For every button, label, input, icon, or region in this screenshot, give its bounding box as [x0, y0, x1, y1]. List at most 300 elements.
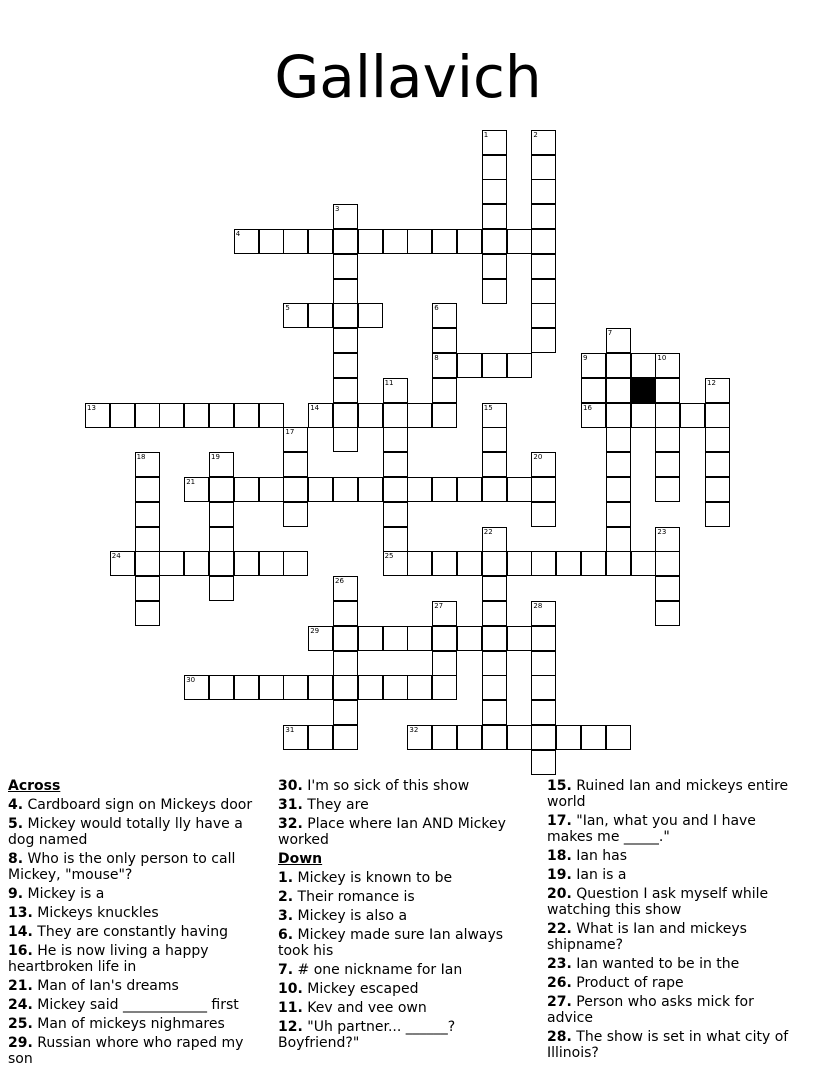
- grid-cell[interactable]: [432, 229, 457, 254]
- clue-number: 5.: [8, 816, 24, 832]
- grid-cell[interactable]: [283, 675, 308, 700]
- grid-cell[interactable]: [482, 675, 507, 700]
- grid-cell[interactable]: [333, 403, 358, 428]
- grid-cell[interactable]: [333, 303, 358, 328]
- grid-cell[interactable]: [606, 452, 631, 477]
- grid-cell[interactable]: [655, 551, 680, 576]
- grid-cell[interactable]: [110, 403, 135, 428]
- clue-text: Russian whore who raped my son: [8, 1035, 244, 1067]
- grid-cell[interactable]: [531, 700, 556, 725]
- clue-number: 10.: [278, 981, 303, 997]
- clue-number: 32.: [278, 816, 303, 832]
- clue-number: 7.: [278, 962, 294, 978]
- clue-text: Question I ask myself while watching this show: [547, 886, 769, 918]
- grid-cell[interactable]: [209, 551, 234, 576]
- grid-cell[interactable]: [383, 675, 408, 700]
- grid-cell[interactable]: [606, 502, 631, 527]
- cell-number: 9: [583, 354, 588, 362]
- clue: [547, 956, 799, 972]
- grid-cell[interactable]: [655, 403, 680, 428]
- grid-cell[interactable]: [407, 403, 432, 428]
- grid-cell[interactable]: [655, 427, 680, 452]
- clue: [278, 908, 530, 924]
- grid-cell[interactable]: [482, 477, 507, 502]
- cell-number: 16: [583, 403, 592, 412]
- grid-cell[interactable]: [283, 303, 308, 328]
- grid-cell[interactable]: [333, 477, 358, 502]
- grid-cell[interactable]: [482, 551, 507, 576]
- grid-cell[interactable]: [283, 229, 308, 254]
- clue: [8, 905, 260, 921]
- grid-cell[interactable]: [184, 551, 209, 576]
- clue-number: 12.: [278, 1019, 303, 1035]
- grid-cell[interactable]: [383, 626, 408, 651]
- grid-cell[interactable]: [259, 229, 284, 254]
- grid-cell[interactable]: [432, 353, 457, 378]
- grid-cell[interactable]: [457, 477, 482, 502]
- grid-cell[interactable]: [531, 601, 556, 626]
- grid-cell[interactable]: [209, 675, 234, 700]
- grid-cell[interactable]: [407, 551, 432, 576]
- grid-cell[interactable]: [531, 303, 556, 328]
- clue-number: 11.: [278, 1000, 303, 1016]
- cell-number: 6: [434, 304, 439, 313]
- grid-cell[interactable]: [333, 601, 358, 626]
- grid-cell[interactable]: [482, 700, 507, 725]
- grid-cell[interactable]: [333, 427, 358, 452]
- grid-cell[interactable]: [407, 725, 432, 750]
- grid-cell[interactable]: [655, 576, 680, 601]
- grid-cell[interactable]: [606, 378, 631, 403]
- grid-cell[interactable]: [556, 725, 581, 750]
- grid-cell[interactable]: [184, 675, 209, 700]
- grid-cell[interactable]: [432, 551, 457, 576]
- grid-cell[interactable]: [457, 725, 482, 750]
- clue-text: They are: [302, 797, 369, 813]
- grid-cell[interactable]: [531, 155, 556, 180]
- clue: [547, 994, 799, 1026]
- cell-number: 19: [211, 453, 220, 462]
- grid-cell[interactable]: [531, 675, 556, 700]
- cell-number: 20: [533, 453, 543, 462]
- grid-cell[interactable]: [482, 576, 507, 601]
- grid-cell[interactable]: [655, 452, 680, 477]
- grid-cell[interactable]: [308, 725, 333, 750]
- grid-cell[interactable]: [259, 551, 284, 576]
- clue: [8, 886, 260, 902]
- grid-cell[interactable]: [283, 725, 308, 750]
- grid-cell[interactable]: [531, 254, 556, 279]
- grid-cell[interactable]: [383, 502, 408, 527]
- grid-cell[interactable]: [531, 477, 556, 502]
- grid-cell[interactable]: [209, 576, 234, 601]
- grid-cell[interactable]: [333, 378, 358, 403]
- clue-text: Mickey made sure Ian always took his: [278, 927, 504, 959]
- grid-cell[interactable]: [234, 477, 259, 502]
- grid-cell[interactable]: [531, 328, 556, 353]
- grid-cell[interactable]: [234, 675, 259, 700]
- grid-cell[interactable]: [333, 725, 358, 750]
- grid-cell[interactable]: [358, 403, 383, 428]
- grid-cell[interactable]: [159, 403, 184, 428]
- grid-cell[interactable]: [159, 551, 184, 576]
- grid-cell[interactable]: [581, 725, 606, 750]
- grid-cell[interactable]: [259, 675, 284, 700]
- clue-text: I'm so sick of this show: [302, 778, 470, 794]
- cell-number: 24: [111, 552, 121, 561]
- grid-cell[interactable]: [606, 527, 631, 552]
- clue-text: Mickeys knuckles: [32, 905, 159, 921]
- grid-cell[interactable]: [358, 229, 383, 254]
- grid-cell[interactable]: [457, 626, 482, 651]
- grid-cell[interactable]: [482, 130, 507, 155]
- clue-number: 23.: [547, 956, 572, 972]
- grid-cell[interactable]: [531, 279, 556, 304]
- grid-cell[interactable]: [531, 725, 556, 750]
- grid-cell[interactable]: [531, 452, 556, 477]
- grid-cell[interactable]: [432, 675, 457, 700]
- grid-cell[interactable]: [110, 551, 135, 576]
- clue: [8, 797, 260, 813]
- clue-text: # one nickname for Ian: [293, 962, 463, 978]
- grid-cell[interactable]: [482, 204, 507, 229]
- clue: [278, 797, 530, 813]
- clue-column-2: [278, 778, 530, 1054]
- clue-text: Their romance is: [293, 889, 415, 905]
- clue-text: "Ian, what you and I have makes me _____.": [547, 813, 756, 845]
- grid-cell[interactable]: [432, 601, 457, 626]
- grid-cell[interactable]: [333, 651, 358, 676]
- grid-cell[interactable]: [507, 626, 532, 651]
- cell-number: 18: [136, 453, 146, 462]
- cell-number: 27: [434, 602, 444, 610]
- grid-cell[interactable]: [482, 452, 507, 477]
- grid-cell[interactable]: [383, 403, 408, 428]
- grid-cell[interactable]: [531, 502, 556, 527]
- grid-cell[interactable]: [482, 353, 507, 378]
- grid-cell[interactable]: [432, 651, 457, 676]
- grid-cell[interactable]: [705, 427, 730, 452]
- grid-cell[interactable]: [283, 452, 308, 477]
- grid-cell[interactable]: [531, 179, 556, 204]
- clue-number: 15.: [547, 778, 572, 794]
- grid-cell[interactable]: [234, 229, 259, 254]
- grid-cell[interactable]: [308, 303, 333, 328]
- grid-cell[interactable]: [432, 303, 457, 328]
- grid-cell[interactable]: [531, 626, 556, 651]
- grid-cell[interactable]: [383, 551, 408, 576]
- clue: [278, 1019, 530, 1051]
- grid-cell[interactable]: [606, 403, 631, 428]
- grid-cell[interactable]: [333, 328, 358, 353]
- grid-cell[interactable]: [581, 378, 606, 403]
- grid-cell[interactable]: [482, 626, 507, 651]
- grid-cell[interactable]: [383, 452, 408, 477]
- clue-number: 25.: [8, 1016, 33, 1032]
- clue-number: 16.: [8, 943, 33, 959]
- grid-cell[interactable]: [531, 651, 556, 676]
- grid-cell[interactable]: [432, 725, 457, 750]
- grid-cell[interactable]: [631, 403, 656, 428]
- grid-cell[interactable]: [135, 576, 160, 601]
- grid-cell[interactable]: [407, 675, 432, 700]
- cell-number: 29: [310, 626, 320, 635]
- grid-cell[interactable]: [432, 403, 457, 428]
- clue-text: Ian is a: [571, 867, 627, 883]
- grid-cell[interactable]: [234, 551, 259, 576]
- grid-cell[interactable]: [531, 551, 556, 576]
- clue-number: 24.: [8, 997, 33, 1013]
- grid-cell[interactable]: [482, 651, 507, 676]
- grid-cell[interactable]: [457, 551, 482, 576]
- grid-cell[interactable]: [308, 626, 333, 651]
- grid-cell[interactable]: [383, 427, 408, 452]
- clue: [547, 886, 799, 918]
- grid-cell[interactable]: [135, 477, 160, 502]
- clue-number: 9.: [8, 886, 24, 902]
- grid-cell[interactable]: [333, 279, 358, 304]
- clue: [278, 778, 530, 794]
- grid-cell[interactable]: [135, 502, 160, 527]
- grid-cell[interactable]: [482, 403, 507, 428]
- clue-text: Man of mickeys nighmares: [32, 1016, 225, 1032]
- clue-number: 4.: [8, 797, 24, 813]
- grid-cell[interactable]: [432, 477, 457, 502]
- clue: [278, 870, 530, 886]
- clue-text: Mickey would totally lly have a dog named: [8, 816, 243, 848]
- grid-cell[interactable]: [655, 353, 680, 378]
- grid-cell[interactable]: [482, 527, 507, 552]
- grid-cell[interactable]: [482, 155, 507, 180]
- cell-number: 8: [434, 354, 439, 362]
- grid-cell[interactable]: [482, 601, 507, 626]
- grid-cell[interactable]: [209, 477, 234, 502]
- grid-cell[interactable]: [135, 601, 160, 626]
- grid-cell[interactable]: [333, 576, 358, 601]
- clue-number: 30.: [278, 778, 303, 794]
- grid-cell[interactable]: [308, 675, 333, 700]
- grid-cell[interactable]: [259, 403, 284, 428]
- grid-cell[interactable]: [531, 750, 556, 775]
- grid-cell[interactable]: [358, 626, 383, 651]
- grid-cell[interactable]: [631, 551, 656, 576]
- clue: [8, 924, 260, 940]
- grid-cell[interactable]: [482, 229, 507, 254]
- clue: [278, 1000, 530, 1016]
- clue-text: They are constantly having: [32, 924, 228, 940]
- clue: [547, 867, 799, 883]
- clue: [278, 962, 530, 978]
- grid-cell[interactable]: [209, 452, 234, 477]
- grid-cell[interactable]: [581, 353, 606, 378]
- grid-cell[interactable]: [631, 353, 656, 378]
- grid-cell[interactable]: [606, 725, 631, 750]
- grid-cell[interactable]: [680, 403, 705, 428]
- clue: [278, 816, 530, 848]
- grid-cell[interactable]: [432, 328, 457, 353]
- grid-cell[interactable]: [358, 675, 383, 700]
- grid-cell[interactable]: [655, 477, 680, 502]
- cell-number: 13: [87, 403, 96, 412]
- grid-cell[interactable]: [333, 675, 358, 700]
- grid-cell[interactable]: [135, 527, 160, 552]
- cell-number: 11: [384, 378, 394, 387]
- clue: [8, 1035, 260, 1067]
- grid-cell[interactable]: [308, 229, 333, 254]
- grid-cell[interactable]: [531, 229, 556, 254]
- grid-cell[interactable]: [457, 353, 482, 378]
- cell-number: 15: [483, 403, 493, 412]
- grid-cell[interactable]: [655, 378, 680, 403]
- clue-number: 13.: [8, 905, 33, 921]
- grid-cell[interactable]: [507, 229, 532, 254]
- grid-cell[interactable]: [606, 353, 631, 378]
- grid-cell[interactable]: [606, 328, 631, 353]
- clue-column-3: [547, 778, 799, 1064]
- cell-number: 31: [285, 726, 295, 734]
- clue-number: 14.: [8, 924, 33, 940]
- grid-cell[interactable]: [507, 725, 532, 750]
- grid-cell[interactable]: [383, 527, 408, 552]
- grid-cell[interactable]: [358, 303, 383, 328]
- cell-number: 32: [409, 726, 419, 734]
- grid-cell[interactable]: [283, 477, 308, 502]
- grid-cell[interactable]: [333, 229, 358, 254]
- grid-cell[interactable]: [259, 477, 284, 502]
- clue-number: 27.: [547, 994, 572, 1010]
- grid-cell[interactable]: [308, 477, 333, 502]
- grid-cell[interactable]: [655, 601, 680, 626]
- grid-cell[interactable]: [283, 502, 308, 527]
- clue-number: 18.: [547, 848, 572, 864]
- grid-cell[interactable]: [283, 551, 308, 576]
- grid-block: [631, 378, 656, 403]
- clue-number: 31.: [278, 797, 303, 813]
- cell-number: 22: [483, 527, 493, 536]
- clue-column-1: [8, 778, 260, 1070]
- cell-number: 2: [533, 130, 538, 139]
- clue-text: Ruined Ian and mickeys entire world: [547, 778, 789, 810]
- cell-number: 4: [235, 230, 241, 238]
- grid-cell[interactable]: [482, 725, 507, 750]
- grid-cell[interactable]: [184, 477, 209, 502]
- clue-number: 22.: [547, 921, 572, 937]
- grid-cell[interactable]: [482, 179, 507, 204]
- grid-cell[interactable]: [507, 477, 532, 502]
- grid-cell[interactable]: [209, 527, 234, 552]
- grid-cell[interactable]: [407, 229, 432, 254]
- clue-text: He is now living a happy heartbroken life in: [8, 943, 209, 975]
- grid-cell[interactable]: [705, 452, 730, 477]
- grid-cell[interactable]: [333, 700, 358, 725]
- grid-cell[interactable]: [358, 477, 383, 502]
- grid-cell[interactable]: [705, 502, 730, 527]
- grid-cell[interactable]: [507, 353, 532, 378]
- grid-cell[interactable]: [234, 403, 259, 428]
- clue-text: "Uh partner... ______? Boyfriend?": [278, 1019, 456, 1051]
- grid-cell[interactable]: [407, 626, 432, 651]
- clue: [278, 927, 530, 959]
- cell-number: 5: [285, 304, 290, 313]
- clue-text: Ian has: [571, 848, 628, 864]
- clue: [547, 921, 799, 953]
- clue: [547, 1029, 799, 1061]
- grid-cell[interactable]: [705, 378, 730, 403]
- clue-text: Man of Ian's dreams: [32, 978, 179, 994]
- grid-cell[interactable]: [333, 626, 358, 651]
- grid-cell[interactable]: [556, 551, 581, 576]
- clue-number: 28.: [547, 1029, 572, 1045]
- cell-number: 12: [707, 378, 716, 387]
- clue: [547, 975, 799, 991]
- puzzle-title: Gallavich: [274, 43, 542, 111]
- grid-cell[interactable]: [383, 229, 408, 254]
- clue: [547, 778, 799, 810]
- clue-text: Mickey is a: [23, 886, 105, 902]
- cell-number: 23: [657, 527, 667, 536]
- grid-cell[interactable]: [184, 403, 209, 428]
- grid-cell[interactable]: [655, 527, 680, 552]
- grid-cell[interactable]: [333, 204, 358, 229]
- grid-cell[interactable]: [209, 403, 234, 428]
- grid-cell[interactable]: [606, 427, 631, 452]
- grid-cell[interactable]: [507, 551, 532, 576]
- clue-text: Cardboard sign on Mickeys door: [23, 797, 253, 813]
- grid-cell[interactable]: [705, 403, 730, 428]
- clue: [8, 851, 260, 883]
- grid-cell[interactable]: [606, 477, 631, 502]
- grid-cell[interactable]: [482, 279, 507, 304]
- grid-cell[interactable]: [209, 502, 234, 527]
- clue-number: 19.: [547, 867, 572, 883]
- grid-cell[interactable]: [85, 403, 110, 428]
- clue-text: Person who asks mick for advice: [547, 994, 754, 1026]
- clue-number: 20.: [547, 886, 572, 902]
- grid-cell[interactable]: [432, 626, 457, 651]
- clue: [8, 943, 260, 975]
- clue-number: 3.: [278, 908, 294, 924]
- clue-number: 6.: [278, 927, 294, 943]
- cell-number: 14: [310, 403, 320, 412]
- grid-cell[interactable]: [308, 403, 333, 428]
- grid-cell[interactable]: [606, 551, 631, 576]
- grid-cell[interactable]: [432, 378, 457, 403]
- clue-number: 17.: [547, 813, 572, 829]
- grid-cell[interactable]: [457, 229, 482, 254]
- grid-cell[interactable]: [581, 551, 606, 576]
- grid-cell[interactable]: [333, 353, 358, 378]
- cell-number: 17: [285, 428, 295, 437]
- grid-cell[interactable]: [531, 130, 556, 155]
- grid-cell[interactable]: [135, 403, 160, 428]
- grid-cell[interactable]: [482, 427, 507, 452]
- grid-cell[interactable]: [383, 477, 408, 502]
- grid-cell[interactable]: [135, 452, 160, 477]
- grid-cell[interactable]: [283, 427, 308, 452]
- grid-cell[interactable]: [333, 254, 358, 279]
- clue-text: Product of rape: [571, 975, 684, 991]
- grid-cell[interactable]: [705, 477, 730, 502]
- grid-cell[interactable]: [581, 403, 606, 428]
- cell-number: 1: [483, 130, 489, 139]
- cell-number: 30: [186, 676, 196, 685]
- grid-cell[interactable]: [135, 551, 160, 576]
- grid-cell[interactable]: [407, 477, 432, 502]
- grid-cell[interactable]: [531, 204, 556, 229]
- grid-cell[interactable]: [383, 378, 408, 403]
- grid-cell[interactable]: [482, 254, 507, 279]
- across-header: Across: [8, 778, 61, 794]
